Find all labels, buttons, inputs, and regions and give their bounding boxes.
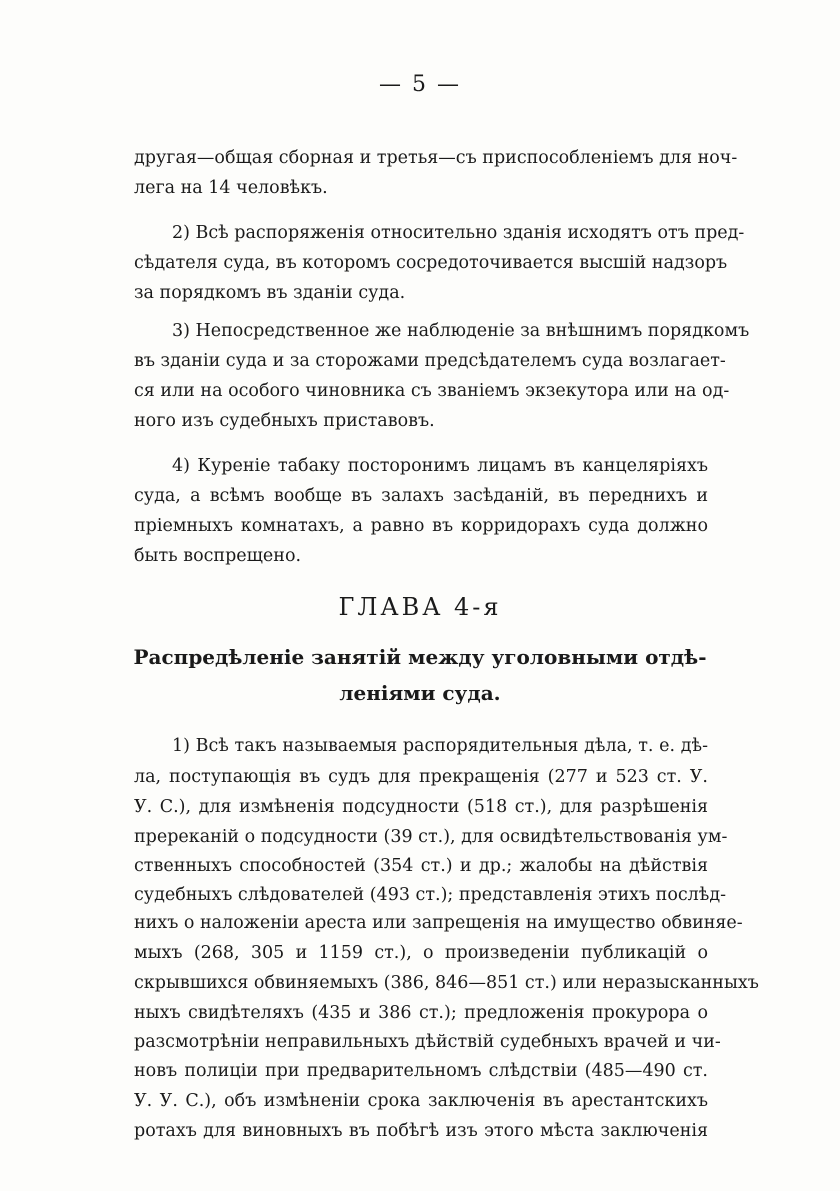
chapter-title: ГЛАВА 4-я — [338, 593, 502, 621]
text-line: скрывшихся обвиняемыхъ (386, 846—851 ст.) или неразысканныхъ — [134, 973, 759, 993]
text-line: пререканій о подсудности (39 ст.), для освидѣтельствованія ум- — [134, 827, 728, 847]
text-line: нихъ о наложеніи ареста или запрещенія на имущество обвиняе- — [134, 913, 743, 933]
text-line: суда, а всѣмъ вообще въ залахъ засѣданій, въ переднихъ и — [134, 486, 708, 506]
text-line: У. С.), для измѣненія подсудности (518 ст.), для разрѣшенія — [134, 797, 708, 817]
text-line: ла, поступающія въ судъ для прекращенія (277 и 523 ст. У. — [134, 767, 708, 787]
text-line: ся или на особого чиновника съ званіемъ экзекутора или на од- — [134, 381, 730, 401]
text-line: новъ полиціи при предварительномъ слѣдствіи (485—490 ст. — [134, 1061, 708, 1081]
text-line: за порядкомъ въ зданіи суда. — [134, 283, 406, 303]
text-line: судебныхъ слѣдователей (493 ст.); представленія этихъ послѣд- — [134, 885, 727, 905]
text-line: 3) Непосредственное же наблюденіе за внѣшнимъ порядкомъ — [172, 321, 750, 341]
text-line: сѣдателя суда, въ которомъ сосредоточивается высшій надзоръ — [134, 253, 728, 273]
text-line: У. У. С.), объ измѣненіи срока заключенія въ арестантскихъ — [134, 1091, 708, 1111]
section-title: Распредѣленіе занятій между уголовными отдѣ- — [133, 645, 707, 669]
text-line: 2) Всѣ распоряженія относительно зданія исходятъ отъ пред- — [172, 223, 745, 243]
page-number: — 5 — — [379, 72, 461, 97]
text-line: въ зданіи суда и за сторожами предсѣдателемъ суда возлагает- — [134, 351, 726, 371]
text-line: другая—общая сборная и третья—съ приспособленіемъ для ноч- — [134, 148, 738, 168]
text-line: быть воспрещено. — [134, 546, 302, 566]
text-line: пріемныхъ комнатахъ, а равно въ корридорахъ суда должно — [134, 516, 708, 536]
text-line: 4) Куреніе табаку посторонимъ лицамъ въ канцеляріяхъ — [172, 456, 708, 476]
text-line: ныхъ свидѣтеляхъ (435 и 386 ст.); предложенія прокурора о — [134, 1003, 708, 1023]
text-line: разсмотрѣніи неправильныхъ дѣйствій судебныхъ врачей и чи- — [134, 1032, 721, 1052]
text-line: ного изъ судебныхъ приставовъ. — [134, 411, 435, 431]
text-line: лега на 14 человѣкъ. — [134, 178, 328, 198]
text-line: ротахъ для виновныхъ въ побѣгѣ изъ этого мѣста заключенія — [134, 1121, 708, 1141]
text-line: 1) Всѣ такъ называемыя распорядительныя дѣла, т. е. дѣ- — [172, 736, 708, 756]
section-title: леніями суда. — [339, 681, 501, 705]
text-line: мыхъ (268, 305 и 1159 ст.), о произведеніи публикацій о — [134, 943, 708, 963]
text-line: ственныхъ способностей (354 ст.) и др.; жалобы на дѣйствія — [134, 856, 708, 876]
